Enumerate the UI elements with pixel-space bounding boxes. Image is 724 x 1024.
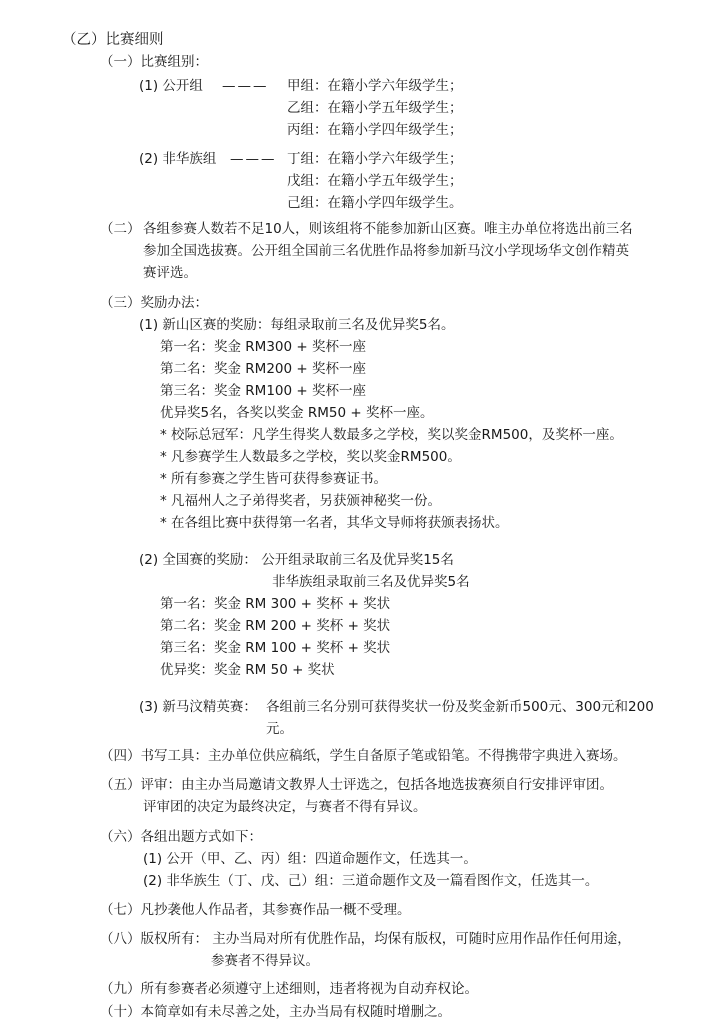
sec6-title: （六）各组出题方式如下： (100, 829, 262, 845)
sec9: （九）所有参赛者必须遵守上述细则，违者将视为自动弃权论。 (100, 981, 478, 997)
prize-line: 第二名：奖金 RM200 + 奖杯一座 (160, 361, 366, 377)
sub3-title: (3) 新马汶精英赛： (139, 699, 257, 715)
sec6-item: (1) 公开（甲、乙、丙）组：四道命题作文，任选其一。 (143, 851, 477, 867)
group-row: 乙组：在籍小学五年级学生； (287, 100, 463, 116)
group1-label: (1) 公开组 (139, 78, 203, 94)
sec5-line2: 评审团的决定为最终决定，与赛者不得有异议。 (143, 799, 427, 815)
prize-line: 优异奖5名，各奖以奖金 RM50 + 奖杯一座。 (160, 405, 434, 421)
group2-dash: ——— (230, 151, 277, 167)
prize-line: 第一名：奖金 RM 300 + 奖杯 + 奖状 (160, 596, 391, 612)
note-line: * 所有参赛之学生皆可获得参赛证书。 (160, 471, 388, 487)
sec6-item: (2) 非华族生（丁、戊、己）组：三道命题作文及一篇看图作文，任选其一。 (143, 873, 599, 889)
prize-line: 第三名：奖金 RM 100 + 奖杯 + 奖状 (160, 640, 391, 656)
sub3-line: 各组前三名分别可获得奖状一份及奖金新币500元、300元和200 (266, 699, 654, 715)
prize-line: 第一名：奖金 RM300 + 奖杯一座 (160, 339, 366, 355)
sec4: （四）书写工具：主办单位供应稿纸，学生自备原子笔或铅笔。不得携带字典进入赛场。 (100, 748, 627, 764)
group-row: 己组：在籍小学四年级学生。 (287, 195, 463, 211)
sec7: （七）凡抄袭他人作品者，其参赛作品一概不受理。 (100, 902, 411, 918)
prize-line: 优异奖：奖金 RM 50 + 奖状 (160, 662, 335, 678)
heading: （乙）比赛细则 (62, 32, 164, 48)
sec5-line1: （五）评审：由主办当局邀请文教界人士评选之，包括各地选拔赛须自行安排评审团。 (100, 777, 613, 793)
prize-line: 第三名：奖金 RM100 + 奖杯一座 (160, 383, 366, 399)
group-row: 丙组：在籍小学四年级学生； (287, 122, 463, 138)
sec10: （十）本简章如有未尽善之处，主办当局有权随时增删之。 (100, 1004, 451, 1020)
note-line: * 凡参赛学生人数最多之学校，奖以奖金RM500。 (160, 449, 461, 465)
sub2-title2: 非华族组录取前三名及优异奖5名 (272, 574, 470, 590)
sec2-line: 参加全国选拔赛。公开组全国前三名优胜作品将参加新马汶小学现场华文创作精英 (143, 243, 629, 259)
sec2-label: （二） (100, 221, 141, 237)
sub1-title: (1) 新山区赛的奖励：每组录取前三名及优异奖5名。 (139, 317, 455, 333)
sec2-line: 各组参赛人数若不足10人，则该组将不能参加新山区赛。唯主办单位将选出前三名 (143, 221, 633, 237)
sub3-line: 元。 (266, 721, 293, 737)
note-line: * 在各组比赛中获得第一名者，其华文导师将获颁表扬状。 (160, 515, 509, 531)
group-row: 丁组：在籍小学六年级学生； (287, 151, 463, 167)
prize-line: 第二名：奖金 RM 200 + 奖杯 + 奖状 (160, 618, 391, 634)
sec8-line1: （八）版权所有： 主办当局对所有优胜作品，均保有版权，可随时应用作品作任何用途， (100, 931, 631, 947)
sec1-title: （一）比赛组别： (100, 54, 208, 70)
sub2-title: (2) 全国赛的奖励： 公开组录取前三名及优异奖15名 (139, 552, 454, 568)
sec8-line2: 参赛者不得异议。 (211, 953, 319, 969)
group1-dash: ——— (222, 78, 269, 94)
group2-label: (2) 非华族组 (139, 151, 217, 167)
group-row: 甲组：在籍小学六年级学生； (287, 78, 463, 94)
sec2-line: 赛评选。 (143, 265, 197, 281)
note-line: * 凡福州人之子弟得奖者，另获颁神秘奖一份。 (160, 493, 442, 509)
note-line: * 校际总冠军：凡学生得奖人数最多之学校，奖以奖金RM500，及奖杯一座。 (160, 427, 623, 443)
group-row: 戊组：在籍小学五年级学生； (287, 173, 463, 189)
sec3-title: （三）奖励办法： (100, 295, 208, 311)
